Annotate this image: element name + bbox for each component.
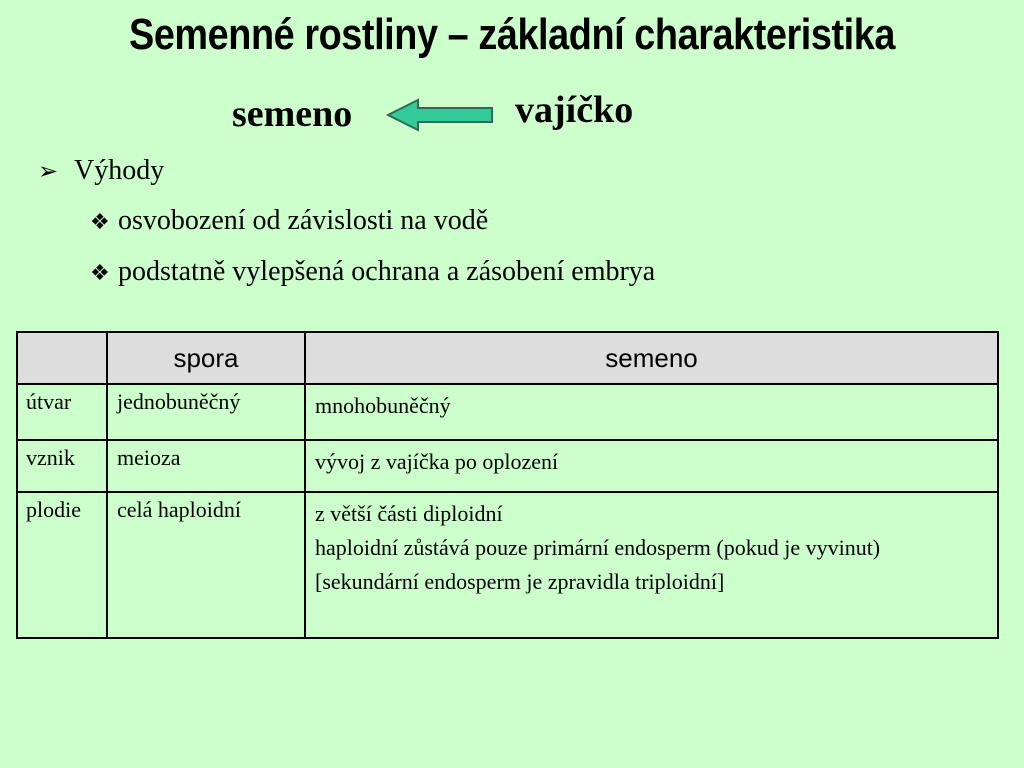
semeno-line: mnohobuněčný	[315, 393, 451, 418]
row-label: plodie	[17, 492, 107, 638]
advantages-bullet	[38, 155, 164, 187]
row-label: útvar	[17, 384, 107, 440]
spora-cell: jednobuněčný	[107, 384, 305, 440]
header-cell-empty	[17, 332, 107, 384]
semeno-line: [sekundární endosperm je zpravidla triploidní]	[315, 569, 725, 594]
semeno-line: vývoj z vajíčka po oplození	[315, 449, 559, 474]
advantage-item	[90, 205, 488, 237]
arrow-bullet-icon: ➢	[38, 159, 59, 185]
comparison-table	[16, 331, 999, 639]
semeno-cell	[305, 440, 998, 492]
header-cell-semeno: semeno	[305, 332, 998, 384]
row-label: vznik	[17, 440, 107, 492]
slide-title: Semenné rostliny – základní charakteristika	[129, 10, 895, 59]
table-row	[17, 384, 998, 440]
advantage-text: podstatně vylepšená ochrana a zásobení embrya	[118, 256, 656, 287]
semeno-cell	[305, 492, 998, 638]
word-vajicko: vajíčko	[515, 89, 634, 131]
word-semeno: semeno	[232, 93, 353, 135]
table-row	[17, 440, 998, 492]
advantage-item	[90, 256, 655, 288]
semeno-line: z větší části diploidní	[315, 501, 503, 526]
semeno-line: haploidní zůstává pouze primární endosperm (pokud je vyvinut)	[315, 535, 881, 560]
semeno-cell	[305, 384, 998, 440]
spora-cell: meioza	[107, 440, 305, 492]
spora-cell: celá haploidní	[107, 492, 305, 638]
table-header-row	[17, 332, 998, 384]
header-cell-spora: spora	[107, 332, 305, 384]
advantage-text: osvobození od závislosti na vodě	[118, 205, 489, 236]
diamond-bullet-icon: ❖	[90, 260, 110, 285]
advantages-label: Výhody	[74, 155, 165, 186]
table-row	[17, 492, 998, 638]
left-arrow-icon	[386, 98, 494, 132]
diamond-bullet-icon: ❖	[90, 209, 110, 234]
